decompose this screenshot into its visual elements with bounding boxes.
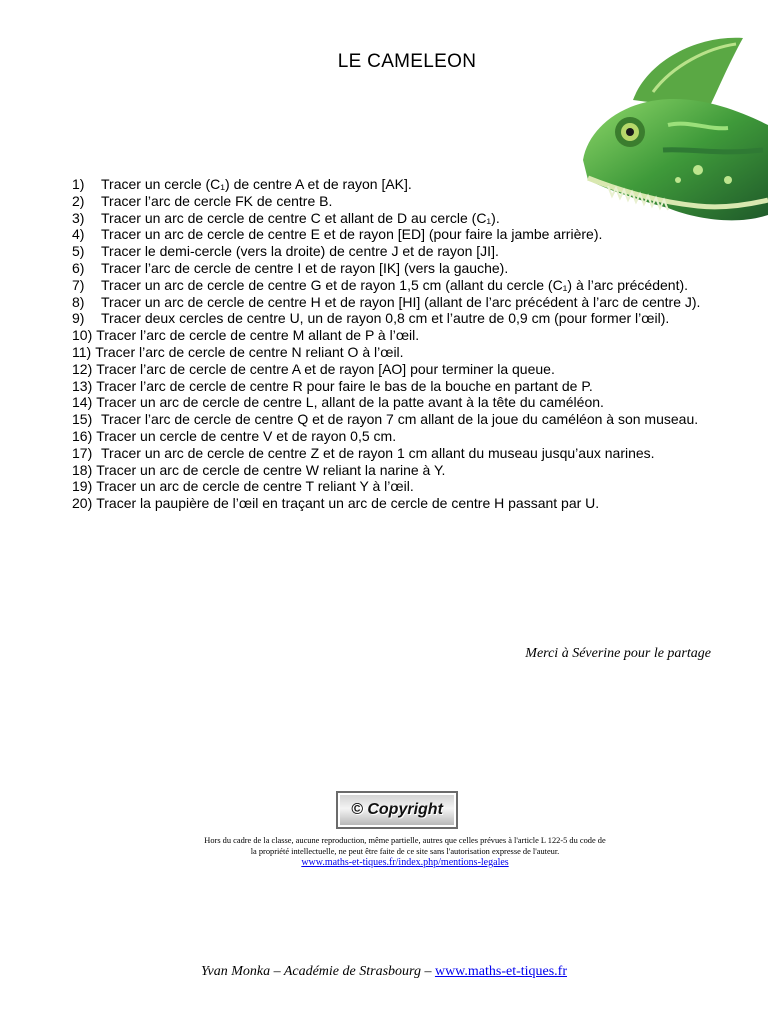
list-item — [72, 193, 712, 210]
step-text: Tracer un arc de cercle de centre L, allant de la patte avant à la tête du caméléon. — [96, 394, 604, 411]
list-item — [72, 495, 712, 512]
legal-line: Hors du cadre de la classe, aucune reproduction, même partielle, autres que celles prévues à l'article L 122-5 du code de — [204, 836, 606, 845]
step-text: Tracer un arc de cercle de centre H et de rayon [HI] (allant de l’arc précédent à l’arc de centre J). — [101, 293, 701, 310]
list-item — [72, 378, 712, 395]
list-item — [72, 462, 712, 479]
step-number: 2) — [72, 192, 85, 209]
step-number: 3) — [72, 209, 85, 226]
list-item — [72, 445, 712, 462]
list-item — [72, 310, 712, 327]
copyright-label: © Copyright — [340, 795, 454, 825]
step-text: Tracer l’arc de cercle de centre A et de rayon [AO] pour terminer la queue. — [96, 360, 555, 377]
step-number: 6) — [72, 259, 85, 276]
step-number: 16) — [72, 427, 93, 444]
footer-link[interactable]: www.maths-et-tiques.fr — [434, 964, 568, 979]
list-item — [72, 327, 712, 344]
list-item — [72, 361, 712, 378]
list-item — [72, 210, 712, 227]
thanks-note: Merci à Séverine pour le partage — [525, 646, 711, 661]
step-text: Tracer l’arc de cercle de centre M allant de P à l’œil. — [96, 327, 420, 344]
step-number: 19) — [72, 478, 93, 495]
step-text: Tracer l’arc de cercle de centre I et de rayon [IK] (vers la gauche). — [101, 259, 509, 276]
step-text: Tracer l’arc de cercle FK de centre B. — [101, 192, 333, 209]
copyright-badge — [336, 791, 458, 829]
step-text: Tracer un cercle de centre V et de rayon 0,5 cm. — [96, 427, 397, 444]
step-text: Tracer un arc de cercle de centre W reliant la narine à Y. — [96, 461, 446, 478]
list-item — [72, 277, 712, 294]
list-item — [72, 243, 712, 260]
list-item — [72, 176, 712, 193]
step-number: 9) — [72, 310, 85, 327]
legal-notice — [150, 835, 660, 868]
page-title: LE CAMELEON — [337, 51, 477, 72]
step-text: Tracer le demi-cercle (vers la droite) de centre J et de rayon [JI]. — [101, 243, 499, 260]
step-text: Tracer un arc de cercle de centre T reliant Y à l’œil. — [96, 478, 414, 495]
step-number: 4) — [72, 226, 85, 243]
list-item — [72, 260, 712, 277]
legal-line: la propriété intellectuelle, ne peut être faite de ce site sans l'autorisation expresse de l'auteur. — [250, 847, 560, 856]
list-item — [72, 394, 712, 411]
step-text: Tracer un arc de cercle de centre Z et de rayon 1 cm allant du museau jusqu’aux narines. — [101, 444, 655, 461]
legal-link[interactable]: www.maths-et-tiques.fr/index.php/mentions-legales — [301, 857, 509, 868]
step-text: Tracer deux cercles de centre U, un de rayon 0,8 cm et l’autre de 0,9 cm (pour former l’œil). — [101, 310, 670, 327]
footer — [0, 964, 768, 980]
step-text: Tracer l’arc de cercle de centre Q et de rayon 7 cm allant de la joue du caméléon à son museau. — [101, 411, 699, 428]
step-text: Tracer la paupière de l’œil en traçant un arc de cercle de centre H passant par U. — [96, 495, 600, 512]
step-number: 1) — [72, 176, 85, 192]
list-item — [72, 344, 712, 361]
step-number: 5) — [72, 243, 85, 260]
list-item — [72, 411, 712, 428]
step-number: 18) — [72, 461, 93, 478]
step-number: 10) — [72, 327, 93, 344]
step-number: 7) — [72, 276, 85, 293]
instruction-list — [72, 176, 712, 512]
step-text: Tracer un cercle (C₁) de centre A et de rayon [AK]. — [101, 176, 412, 192]
step-text: Tracer l’arc de cercle de centre N reliant O à l’œil. — [95, 343, 404, 360]
list-item — [72, 294, 712, 311]
step-text: Tracer un arc de cercle de centre G et de rayon 1,5 cm (allant du cercle (C₁) à l’arc précédent). — [101, 276, 689, 293]
step-number: 14) — [72, 394, 93, 411]
step-number: 11) — [72, 343, 92, 360]
list-item — [72, 226, 712, 243]
list-item — [72, 428, 712, 445]
step-number: 13) — [72, 377, 93, 394]
footer-author: Yvan Monka – Académie de Strasbourg – — [200, 964, 435, 979]
step-number: 15) — [72, 411, 93, 428]
step-text: Tracer un arc de cercle de centre C et allant de D au cercle (C₁). — [101, 209, 500, 226]
step-number: 12) — [72, 360, 93, 377]
list-item — [72, 478, 712, 495]
step-number: 20) — [72, 495, 93, 512]
step-number: 17) — [72, 444, 93, 461]
step-number: 8) — [72, 293, 85, 310]
step-text: Tracer l’arc de cercle de centre R pour faire le bas de la bouche en partant de P. — [96, 377, 593, 394]
step-text: Tracer un arc de cercle de centre E et de rayon [ED] (pour faire la jambe arrière). — [101, 226, 603, 243]
